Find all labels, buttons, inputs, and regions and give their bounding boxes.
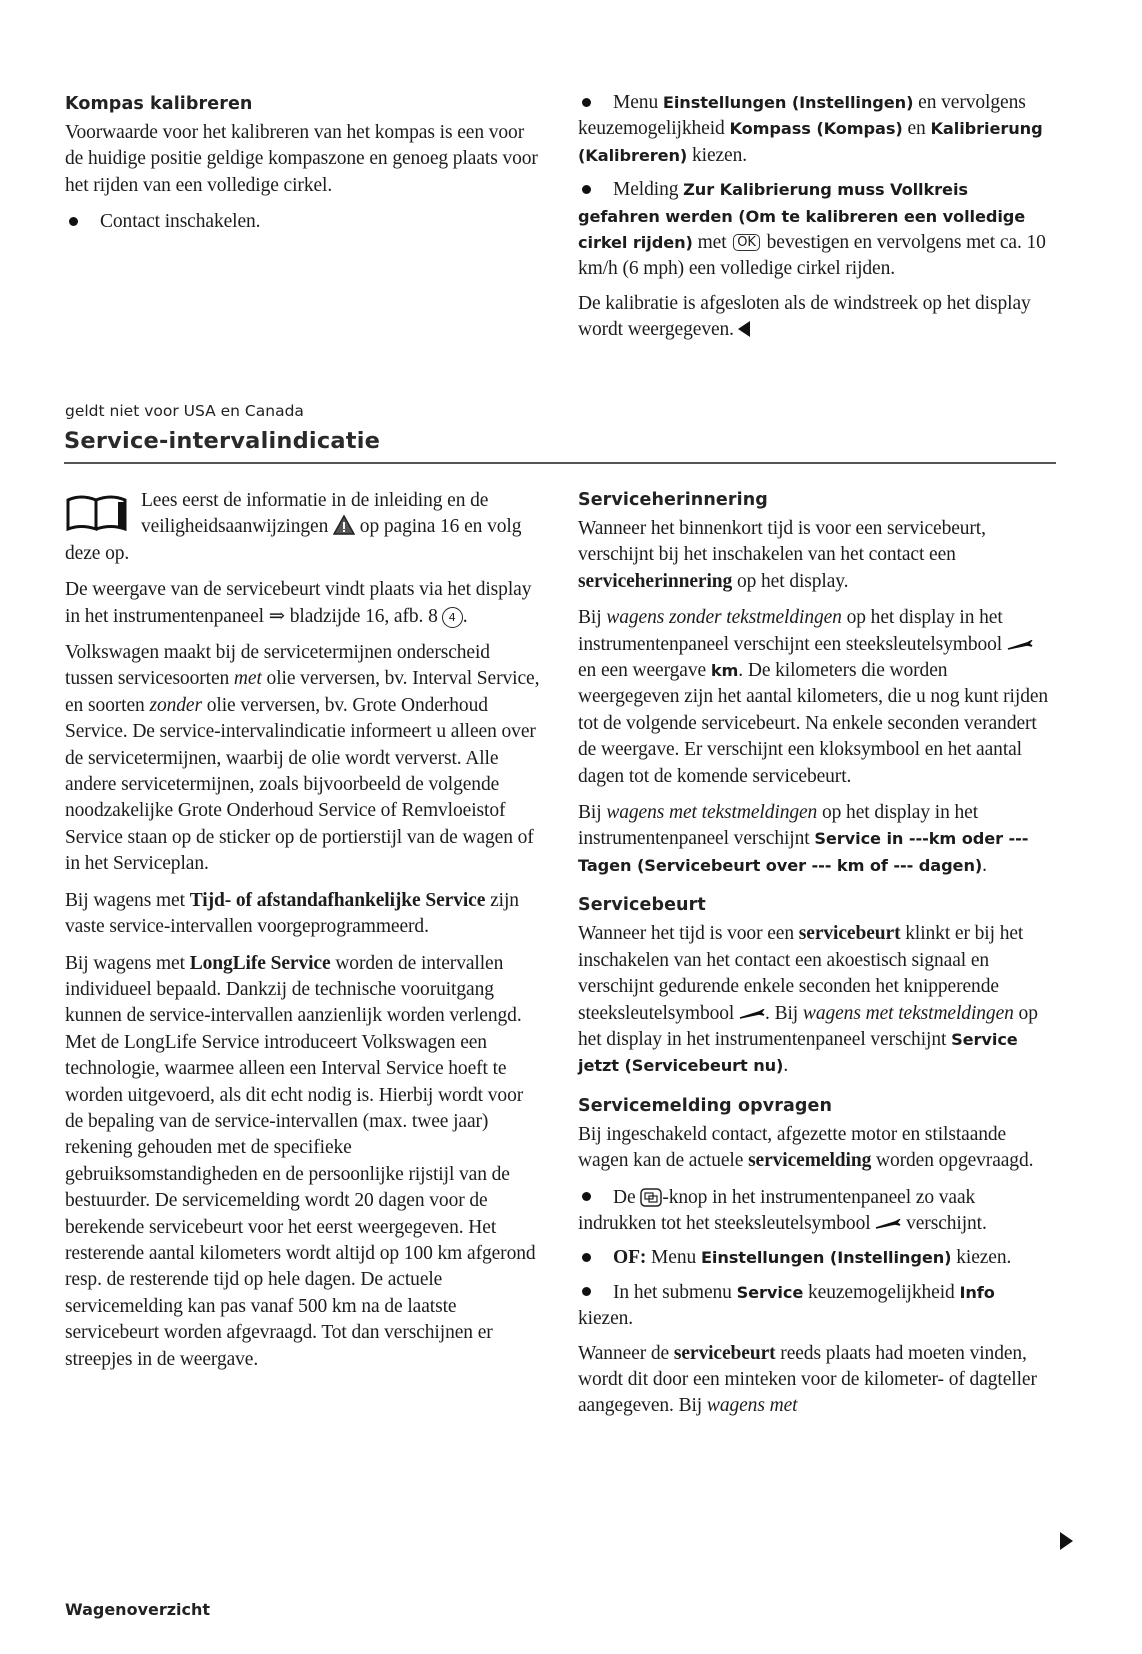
arrow-icon: ⇒	[268, 605, 285, 627]
callout-number: 4	[442, 607, 463, 628]
paragraph: Bij wagens met LongLife Service worden de intervallen individueel bepaald. Dankzij de technische vooruitgang kunnen de service-intervallen aanzienlijk worden verlengd. Met de LongLife Service introduceert Volkswagen een technologie, waarmee alleen een Interval Service hoeft te worden uitgevoerd, als dit echt nodig is. Hierbij wordt voor de bepaling van de service-intervallen (max. twee jaar) rekening gehouden met de specifieke gebruiksomstandigheden en de persoonlijke rijstijl van de bestuurder. De servicemelding wordt 20 dagen voor de berekende servicebeurt voor het eerst weergegeven. Het resterende aantal kilometers wordt altijd op 100 km afgerond resp. de resterende tijd op hele dagen. De actuele servicemelding kan pas vanaf 500 km na de laatste servicebeurt worden afgevraagd. Tot dan verschijnen er streepjes in de weergave.	[65, 952, 536, 1370]
chapter-footer: Wagenoverzicht	[65, 1600, 211, 1619]
section-end-icon	[738, 321, 750, 337]
paragraph: De weergave van de servicebeurt vindt plaats via het display in het instrumentenpaneel ⇒ bladzijde 16, afb. 8 4 .	[65, 579, 532, 627]
display-message: Service in ---km oder ---Tagen (Servicebeurt over --- km of --- dagen)	[578, 829, 1029, 875]
paragraph: Bij ingeschakeld contact, afgezette motor en stilstaande wagen kan de actuele servicemelding worden opgevraagd.	[578, 1123, 1034, 1172]
ok-key-icon: OK	[733, 234, 760, 251]
subheading-service: Servicebeurt	[578, 895, 706, 916]
display-message: Service jetzt (Servicebeurt nu)	[578, 1029, 1018, 1076]
paragraph: Wanneer het binnenkort tijd is voor een servicebeurt, verschijnt bij het inschakelen van het contact een serviceherinnering op het display.	[578, 518, 986, 592]
compass-steps	[578, 90, 1053, 354]
menu-label: Info	[959, 1282, 995, 1302]
list-item: Menu Einstellungen (Instellingen) en vervolgens keuzemogelijkheid Kompass (Kompas) en Kalibrierung (Kalibreren) kiezen.	[578, 92, 1043, 166]
applicability-note: geldt niet voor USA en Canada	[65, 402, 304, 420]
list-item: In het submenu Service keuzemogelijkheid Info kiezen.	[578, 1281, 995, 1330]
list-item: Melding Zur Kalibrierung muss Vollkreis gefahren werden (Om te kalibreren een volledige cirkel rijden) met OK bevestigen en vervolgens met ca. 10 km/h (6 mph) een volledige cirkel rijden.	[578, 179, 1046, 280]
bullet-icon	[582, 98, 591, 107]
bullet-icon	[69, 217, 78, 226]
menu-label: Einstellungen (Instellingen)	[662, 93, 914, 112]
intro-paragraph: Lees eerst de informatie in de inleiding en de veiligheidsaanwijzingen op pagina 16 en volg deze op.	[65, 490, 522, 564]
paragraph: Wanneer de servicebeurt reeds plaats had moeten vinden, wordt dit door een minteken voor de kilometer- of dagteller aangegeven. Bij wagens met	[578, 1342, 1037, 1417]
subheading-reminder: Serviceherinnering	[578, 490, 768, 510]
bullet-icon	[582, 1192, 591, 1201]
paragraph: Bij wagens zonder tekstmeldingen op het display in het instrumentenpaneel verschijnt een steeksleutelsymbool en een weergave km. De kilometers die worden weergegeven zijn het aantal kilometers, die u nog kunt rijden tot de volgende servicebeurt. Na enkele seconden verandert de weergave. Er verschijnt een kloksymbool en het aantal dagen tot de komende servicebeurt.	[578, 607, 1049, 787]
list-item: Contact inschakelen.	[65, 209, 540, 235]
figure-reference[interactable]: bladzijde 16, afb. 8	[284, 605, 438, 627]
bullet-icon	[582, 185, 591, 194]
wrench-icon	[875, 1219, 901, 1229]
paragraph: Volkswagen maakt bij de servicetermijnen onderscheid tussen servicesoorten met olie verversen, bv. Interval Service, en soorten zonder olie verversen, bv. Grote Onderhoud Service. De service-intervalindicatie informeert u alleen over de servicetermijnen, waarbij de olie wordt ververst. Alle andere servicetermijnen, zoals bijvoorbeeld de volgende noodzakelijke Grote Onderhoud Service of Remvloeistof Service staan op de sticker op de portierstijl van de wagen of in het Serviceplan.	[65, 642, 540, 875]
paragraph: Voorwaarde voor het kalibreren van het kompas is een voor de huidige positie geldige kompaszone en genoeg plaats voor het rijden van een volledige cirkel.	[65, 122, 538, 196]
right-column	[578, 488, 1053, 1430]
paragraph: Bij wagens met Tijd- of afstandafhankelijke Service zijn vaste service-intervallen voorgeprogrammeerd.	[65, 889, 519, 938]
compass-calibration-section	[65, 92, 540, 244]
bullet-icon	[582, 1253, 591, 1262]
menu-label: Einstellungen (Instellingen)	[700, 1248, 952, 1268]
warning-icon	[333, 515, 355, 535]
section-title: Service-intervalindicatie	[64, 428, 381, 454]
continue-arrow-icon[interactable]	[1060, 1532, 1073, 1550]
list-item: OF: Menu Einstellungen (Instellingen) kiezen.	[578, 1245, 1053, 1271]
display-message: Zur Kalibrierung muss Vollkreis gefahren werden (Om te kalibreren een volledige cirkel rijden)	[578, 180, 1026, 253]
paragraph: Wanneer het tijd is voor een servicebeurt klinkt er bij het inschakelen van het contact een akoestisch signaal en verschijnt gedurende enkele seconden het knipperende steeksleutelsymbool . Bij wagens met tekstmeldingen op het display in het instrumentenpaneel verschijnt Service jetzt (Servicebeurt nu).	[578, 923, 1038, 1077]
paragraph: Bij wagens met tekstmeldingen op het display in het instrumentenpaneel verschijnt Service in ---km oder ---Tagen (Servicebeurt over --- km of --- dagen).	[578, 802, 1029, 876]
menu-label: Service	[736, 1282, 804, 1302]
book-icon	[65, 492, 131, 532]
divider	[64, 462, 1056, 464]
wrench-icon	[1007, 640, 1033, 650]
subheading-compass: Kompas kalibreren	[65, 94, 253, 114]
bullet-icon	[582, 1287, 591, 1296]
left-column	[65, 488, 540, 1383]
menu-label: Kompass (Kompas)	[729, 119, 903, 139]
paragraph: De kalibratie is afgesloten als de windstreek op het display wordt weergegeven.	[578, 292, 1031, 341]
wrench-icon	[739, 1009, 765, 1019]
list-item: De -knop in het instrumentenpaneel zo vaak indrukken tot het steeksleutelsymbool verschijnt.	[578, 1186, 987, 1234]
menu-button-icon	[640, 1188, 662, 1207]
subheading-query: Servicemelding opvragen	[578, 1095, 833, 1116]
menu-label: Kalibrierung (Kalibreren)	[578, 119, 1043, 165]
